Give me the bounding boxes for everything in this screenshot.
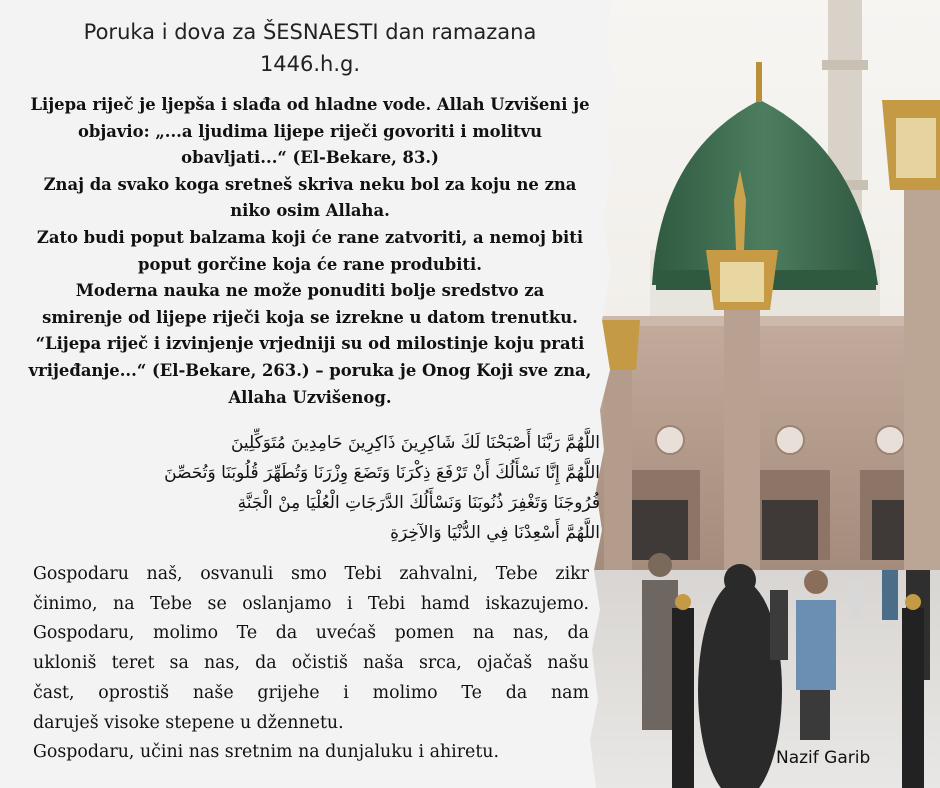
translation-line: Gospodaru, molimo Te da uvećaš pomen na nas, da: [33, 623, 589, 644]
translation-line: čast, oprostiš naše grijehe i molimo Te da nam: [33, 682, 589, 703]
dua-translation: [33, 560, 589, 768]
arabic-line: اللَّهُمَّ رَبَّنَا أَصْبَحْنَا لَكَ شَاكِرِينَ ذَاكِرِينَ حَامِدِينَ مُتَوَكِّلِينَ: [230, 433, 600, 453]
message-line: Allaha Uzvišenog.: [228, 387, 392, 407]
translation-line: daruješ visoke stepene u džennetu.: [33, 712, 344, 733]
title-line-1: Poruka i dova za ŠESNAESTI dan ramazana: [83, 20, 537, 44]
author-name: Nazif Garib: [776, 748, 871, 768]
page-title: [40, 16, 580, 80]
message-line: Moderna nauka ne može ponuditi bolje sredstvo za: [75, 281, 545, 301]
message-line: Znaj da svako koga sretneš skriva neku bol za koju ne zna: [43, 174, 577, 194]
message-line: obavljati...“ (El-Bekare, 83.): [181, 148, 439, 168]
message-line: Zato budi poput balzama koji će rane zatvoriti, a nemoj biti: [36, 227, 584, 247]
arabic-line: فُرُوجَنَا وَتَغْفِرَ ذُنُوبَنَا وَنَسْأَلُكَ الدَّرَجَاتِ الْعُلْيَا مِنْ الْجَنَّةِ: [237, 493, 600, 513]
message-text: [18, 92, 602, 411]
translation-line: Gospodaru naš, osvanuli smo Tebi zahvalni, Tebe zikr: [33, 564, 589, 584]
arabic-line: اللَّهُمَّ أَسْعِدْنَا فِي الدُّنْيَا وَالآخِرَةِ: [390, 523, 600, 543]
message-line: vrijeđanje...“ (El-Bekare, 263.) – poruka je Onog Koji sve zna,: [28, 360, 592, 380]
arabic-line: اللَّهُمَّ إِنَّا نَسْأَلُكَ أَنْ تَرْفَعَ ذِكْرَنَا وَتَضَعَ وِزْرَنَا وَتُطَهِّرَ قُلُوبَنَا وَتُحَصِّنَ: [164, 463, 600, 483]
translation-line: Gospodaru, učini nas sretnim na dunjaluku i ahiretu.: [33, 742, 500, 763]
message-line: poput gorčine koja će rane produbiti.: [138, 254, 482, 274]
message-line: “Lijepa riječ i izvinjenje vrjedniji su od milostinje koju prati: [35, 334, 585, 354]
message-line: smirenje od lijepe riječi koja se izrekne u datom trenutku.: [42, 307, 578, 327]
arabic-dua: [20, 428, 600, 548]
message-line: niko osim Allaha.: [230, 201, 390, 221]
message-line: Lijepa riječ je ljepša i slađa od hladne vode. Allah Uzvišeni je: [30, 95, 590, 114]
translation-line: činimo, na Tebe se oslanjamo i Tebi hamd iskazujemo.: [33, 593, 589, 614]
translation-line: ukloniš teret sa nas, da očistiš naša srca, ojačaš našu: [33, 653, 589, 674]
message-line: objavio: „...a ljudima lijepe riječi govoriti i molitvu: [77, 121, 543, 141]
title-line-2: 1446.h.g.: [259, 52, 361, 76]
